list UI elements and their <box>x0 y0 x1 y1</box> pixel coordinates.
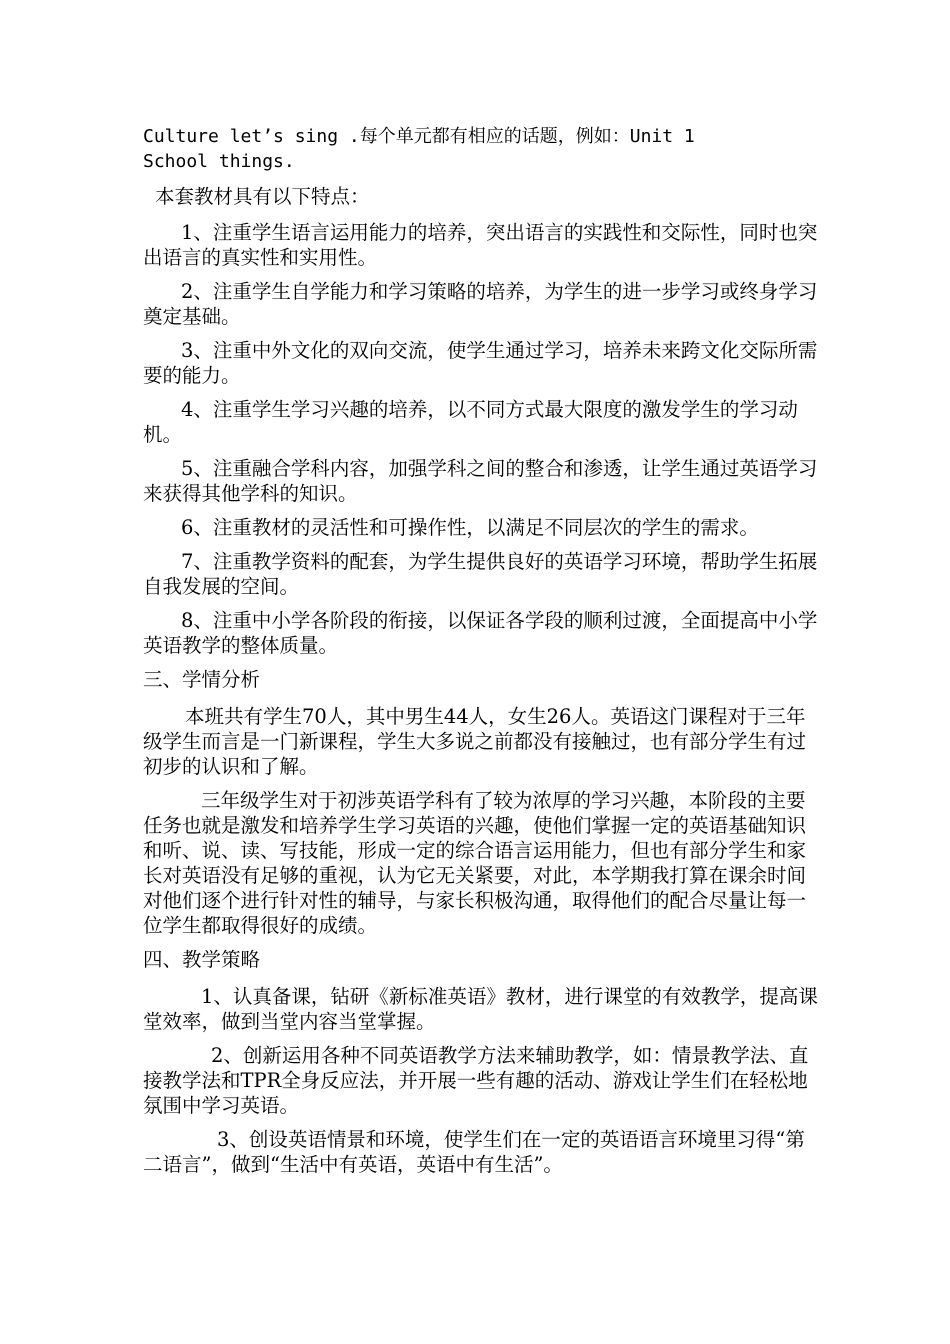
section-heading-learning-analysis: 三、学情分析 <box>143 668 261 691</box>
strategy-item-2: 2、创新运用各种不同英语教学方法来辅助教学，如：情景教学法、直接教学法和TPR全身反应法，并开展一些有趣的活动、游戏让学生们在轻松地氛围中学习英语。 <box>143 1044 809 1117</box>
strategy-item-1: 1、认真备课，钻研《新标准英语》教材，进行课堂的有效教学，提高课堂效率，做到当堂内容当堂掌握。 <box>143 985 818 1033</box>
analysis-paragraph-1: 本班共有学生70人，其中男生44人，女生26人。英语这门课程对于三年级学生而言是一门新课程，学生大多说之前都没有接触过，也有部分学生有过初步的认识和了解。 <box>143 705 807 778</box>
feature-item-8: 8、注重中小学各阶段的衔接，以保证各学段的顺利过渡，全面提高中小学英语教学的整体质量。 <box>143 609 818 657</box>
feature-item-4: 4、注重学生学习兴趣的培养，以不同方式最大限度的激发学生的学习动机。 <box>143 398 798 446</box>
strategy-item-3: 3、创设英语情景和环境，使学生们在一定的英语语言环境里习得“第二语言”，做到“生活中有英语，英语中有生活”。 <box>143 1128 805 1176</box>
feature-item-5: 5、注重融合学科内容，加强学科之间的整合和渗透，让学生通过英语学习来获得其他学科的知识。 <box>143 457 818 505</box>
intro-line-2: School things. <box>143 151 295 172</box>
feature-item-3: 3、注重中外文化的双向交流，使学生通过学习，培养未来跨文化交际所需要的能力。 <box>143 339 818 387</box>
features-title: 本套教材具有以下特点： <box>155 185 370 208</box>
feature-item-2: 2、注重学生自学能力和学习策略的培养，为学生的进一步学习或终身学习奠定基础。 <box>143 280 818 328</box>
intro-paragraph <box>143 124 823 174</box>
intro-line-1: Culture let’s sing .每个单元都有相应的话题，例如：Unit 1 <box>143 126 695 147</box>
document-page <box>143 124 823 1186</box>
analysis-paragraph-2: 三年级学生对于初涉英语学科有了较为浓厚的学习兴趣，本阶段的主要任务也就是激发和培养学生学习英语的兴趣，使他们掌握一定的英语基础知识和听、说、读、写技能，形成一定的综合语言运用能力，但也有部分学生和家长对英语没有足够的重视，认为它无关紧要，对此，本学期我打算在课余时间对他们逐个进行针对性的辅导，与家长积极沟通，取得他们的配合尽量让每一位学生都取得很好的成绩。 <box>143 789 807 937</box>
feature-item-7: 7、注重教学资料的配套，为学生提供良好的英语学习环境，帮助学生拓展自我发展的空间。 <box>143 550 818 598</box>
section-heading-teaching-strategy: 四、教学策略 <box>143 948 261 971</box>
feature-item-1: 1、注重学生语言运用能力的培养，突出语言的实践性和交际性，同时也突出语言的真实性和实用性。 <box>143 221 818 269</box>
feature-item-6: 6、注重教材的灵活性和可操作性，以满足不同层次的学生的需求。 <box>181 516 759 539</box>
